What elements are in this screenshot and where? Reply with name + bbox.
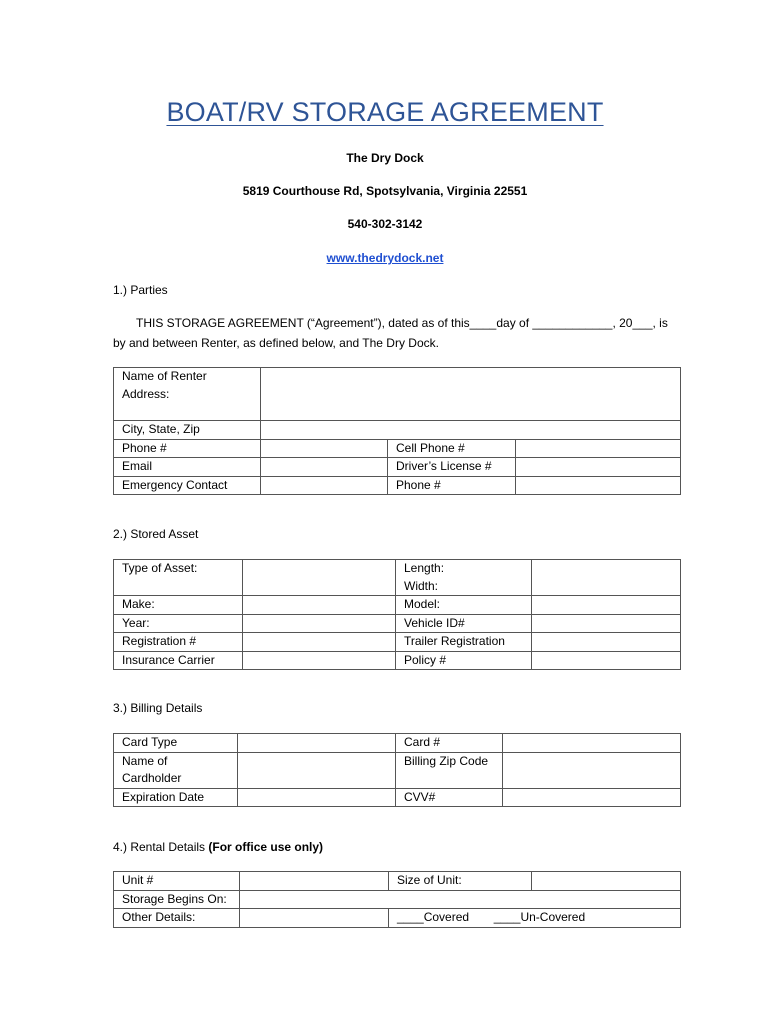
company-website-wrap bbox=[0, 251, 770, 265]
rental-heading-note: (For office use only) bbox=[208, 840, 324, 854]
email-field[interactable] bbox=[261, 458, 388, 477]
covered-option[interactable]: ____Covered bbox=[397, 910, 470, 924]
city-state-zip-field[interactable] bbox=[261, 421, 681, 440]
vehicle-id-label: Vehicle ID# bbox=[396, 614, 532, 633]
card-type-field[interactable] bbox=[238, 734, 396, 753]
company-website-link[interactable]: www.thedrydock.net bbox=[326, 251, 444, 265]
phone-label: Phone # bbox=[114, 439, 261, 458]
model-field[interactable] bbox=[532, 596, 681, 615]
name-of-renter-label: Name of Renter bbox=[122, 369, 207, 383]
email-label: Email bbox=[114, 458, 261, 477]
insurance-carrier-label: Insurance Carrier bbox=[114, 651, 243, 670]
vehicle-id-field[interactable] bbox=[532, 614, 681, 633]
parties-paragraph: THIS STORAGE AGREEMENT (“Agreement”), dated as of this____day of ____________, 20___, is by and between Renter, as defined below, and The Dry Dock. bbox=[113, 316, 668, 350]
type-of-asset-field[interactable] bbox=[243, 560, 396, 596]
uncovered-option[interactable]: ____Un-Covered bbox=[493, 910, 586, 924]
emergency-contact-field[interactable] bbox=[261, 476, 388, 495]
rental-table bbox=[113, 871, 681, 928]
policy-label: Policy # bbox=[396, 651, 532, 670]
registration-field[interactable] bbox=[243, 633, 396, 652]
unit-label: Unit # bbox=[114, 872, 240, 891]
cvv-label: CVV# bbox=[396, 788, 503, 807]
section-rental-heading bbox=[113, 840, 323, 854]
length-width-field[interactable] bbox=[532, 560, 681, 596]
asset-table bbox=[113, 559, 681, 670]
company-phone: 540-302-3142 bbox=[347, 217, 423, 231]
billing-zip-field[interactable] bbox=[503, 752, 681, 788]
emergency-contact-label: Emergency Contact bbox=[114, 476, 261, 495]
registration-label: Registration # bbox=[114, 633, 243, 652]
coverage-options-cell bbox=[389, 909, 681, 928]
cardholder-field[interactable] bbox=[238, 752, 396, 788]
make-field[interactable] bbox=[243, 596, 396, 615]
storage-begins-field[interactable] bbox=[240, 890, 681, 909]
model-label: Model: bbox=[396, 596, 532, 615]
section-billing-heading: 3.) Billing Details bbox=[113, 701, 203, 715]
size-of-unit-label: Size of Unit: bbox=[389, 872, 532, 891]
card-number-field[interactable] bbox=[503, 734, 681, 753]
cardholder-label-cell bbox=[114, 752, 238, 788]
section-parties-heading: 1.) Parties bbox=[113, 283, 168, 297]
page-title: BOAT/RV STORAGE AGREEMENT bbox=[166, 97, 604, 127]
type-of-asset-label: Type of Asset: bbox=[114, 560, 243, 596]
address-label: Address: bbox=[122, 386, 170, 401]
policy-field[interactable] bbox=[532, 651, 681, 670]
section-asset-heading: 2.) Stored Asset bbox=[113, 527, 199, 541]
emergency-phone-label: Phone # bbox=[388, 476, 516, 495]
rental-heading-text: 4.) Rental Details bbox=[113, 840, 209, 854]
length-label: Length: bbox=[404, 561, 445, 575]
other-details-field[interactable] bbox=[240, 909, 389, 928]
phone-field[interactable] bbox=[261, 439, 388, 458]
width-label: Width: bbox=[404, 578, 439, 593]
drivers-license-label: Driver’s License # bbox=[388, 458, 516, 477]
length-width-label-cell bbox=[396, 560, 532, 596]
expiration-date-field[interactable] bbox=[238, 788, 396, 807]
trailer-registration-field[interactable] bbox=[532, 633, 681, 652]
cvv-field[interactable] bbox=[503, 788, 681, 807]
city-state-zip-label: City, State, Zip bbox=[114, 421, 261, 440]
cardholder-label: Cardholder bbox=[122, 771, 182, 785]
cell-phone-label: Cell Phone # bbox=[388, 439, 516, 458]
unit-field[interactable] bbox=[240, 872, 389, 891]
size-of-unit-field[interactable] bbox=[532, 872, 681, 891]
drivers-license-field[interactable] bbox=[516, 458, 681, 477]
card-type-label: Card Type bbox=[114, 734, 238, 753]
insurance-carrier-field[interactable] bbox=[243, 651, 396, 670]
billing-zip-label: Billing Zip Code bbox=[396, 752, 503, 788]
other-details-label: Other Details: bbox=[114, 909, 240, 928]
trailer-registration-label: Trailer Registration bbox=[396, 633, 532, 652]
expiration-date-label: Expiration Date bbox=[114, 788, 238, 807]
cell-phone-field[interactable] bbox=[516, 439, 681, 458]
emergency-phone-field[interactable] bbox=[516, 476, 681, 495]
company-address: 5819 Courthouse Rd, Spotsylvania, Virginia 22551 bbox=[242, 184, 528, 198]
year-label: Year: bbox=[114, 614, 243, 633]
billing-table bbox=[113, 733, 681, 807]
renter-name-address-field[interactable] bbox=[261, 368, 681, 421]
name-of-label: Name of bbox=[122, 753, 168, 768]
renter-label-cell bbox=[114, 368, 261, 421]
company-name: The Dry Dock bbox=[346, 151, 424, 165]
renter-table bbox=[113, 367, 681, 495]
year-field[interactable] bbox=[243, 614, 396, 633]
storage-begins-label: Storage Begins On: bbox=[114, 890, 240, 909]
make-label: Make: bbox=[114, 596, 243, 615]
card-number-label: Card # bbox=[396, 734, 503, 753]
